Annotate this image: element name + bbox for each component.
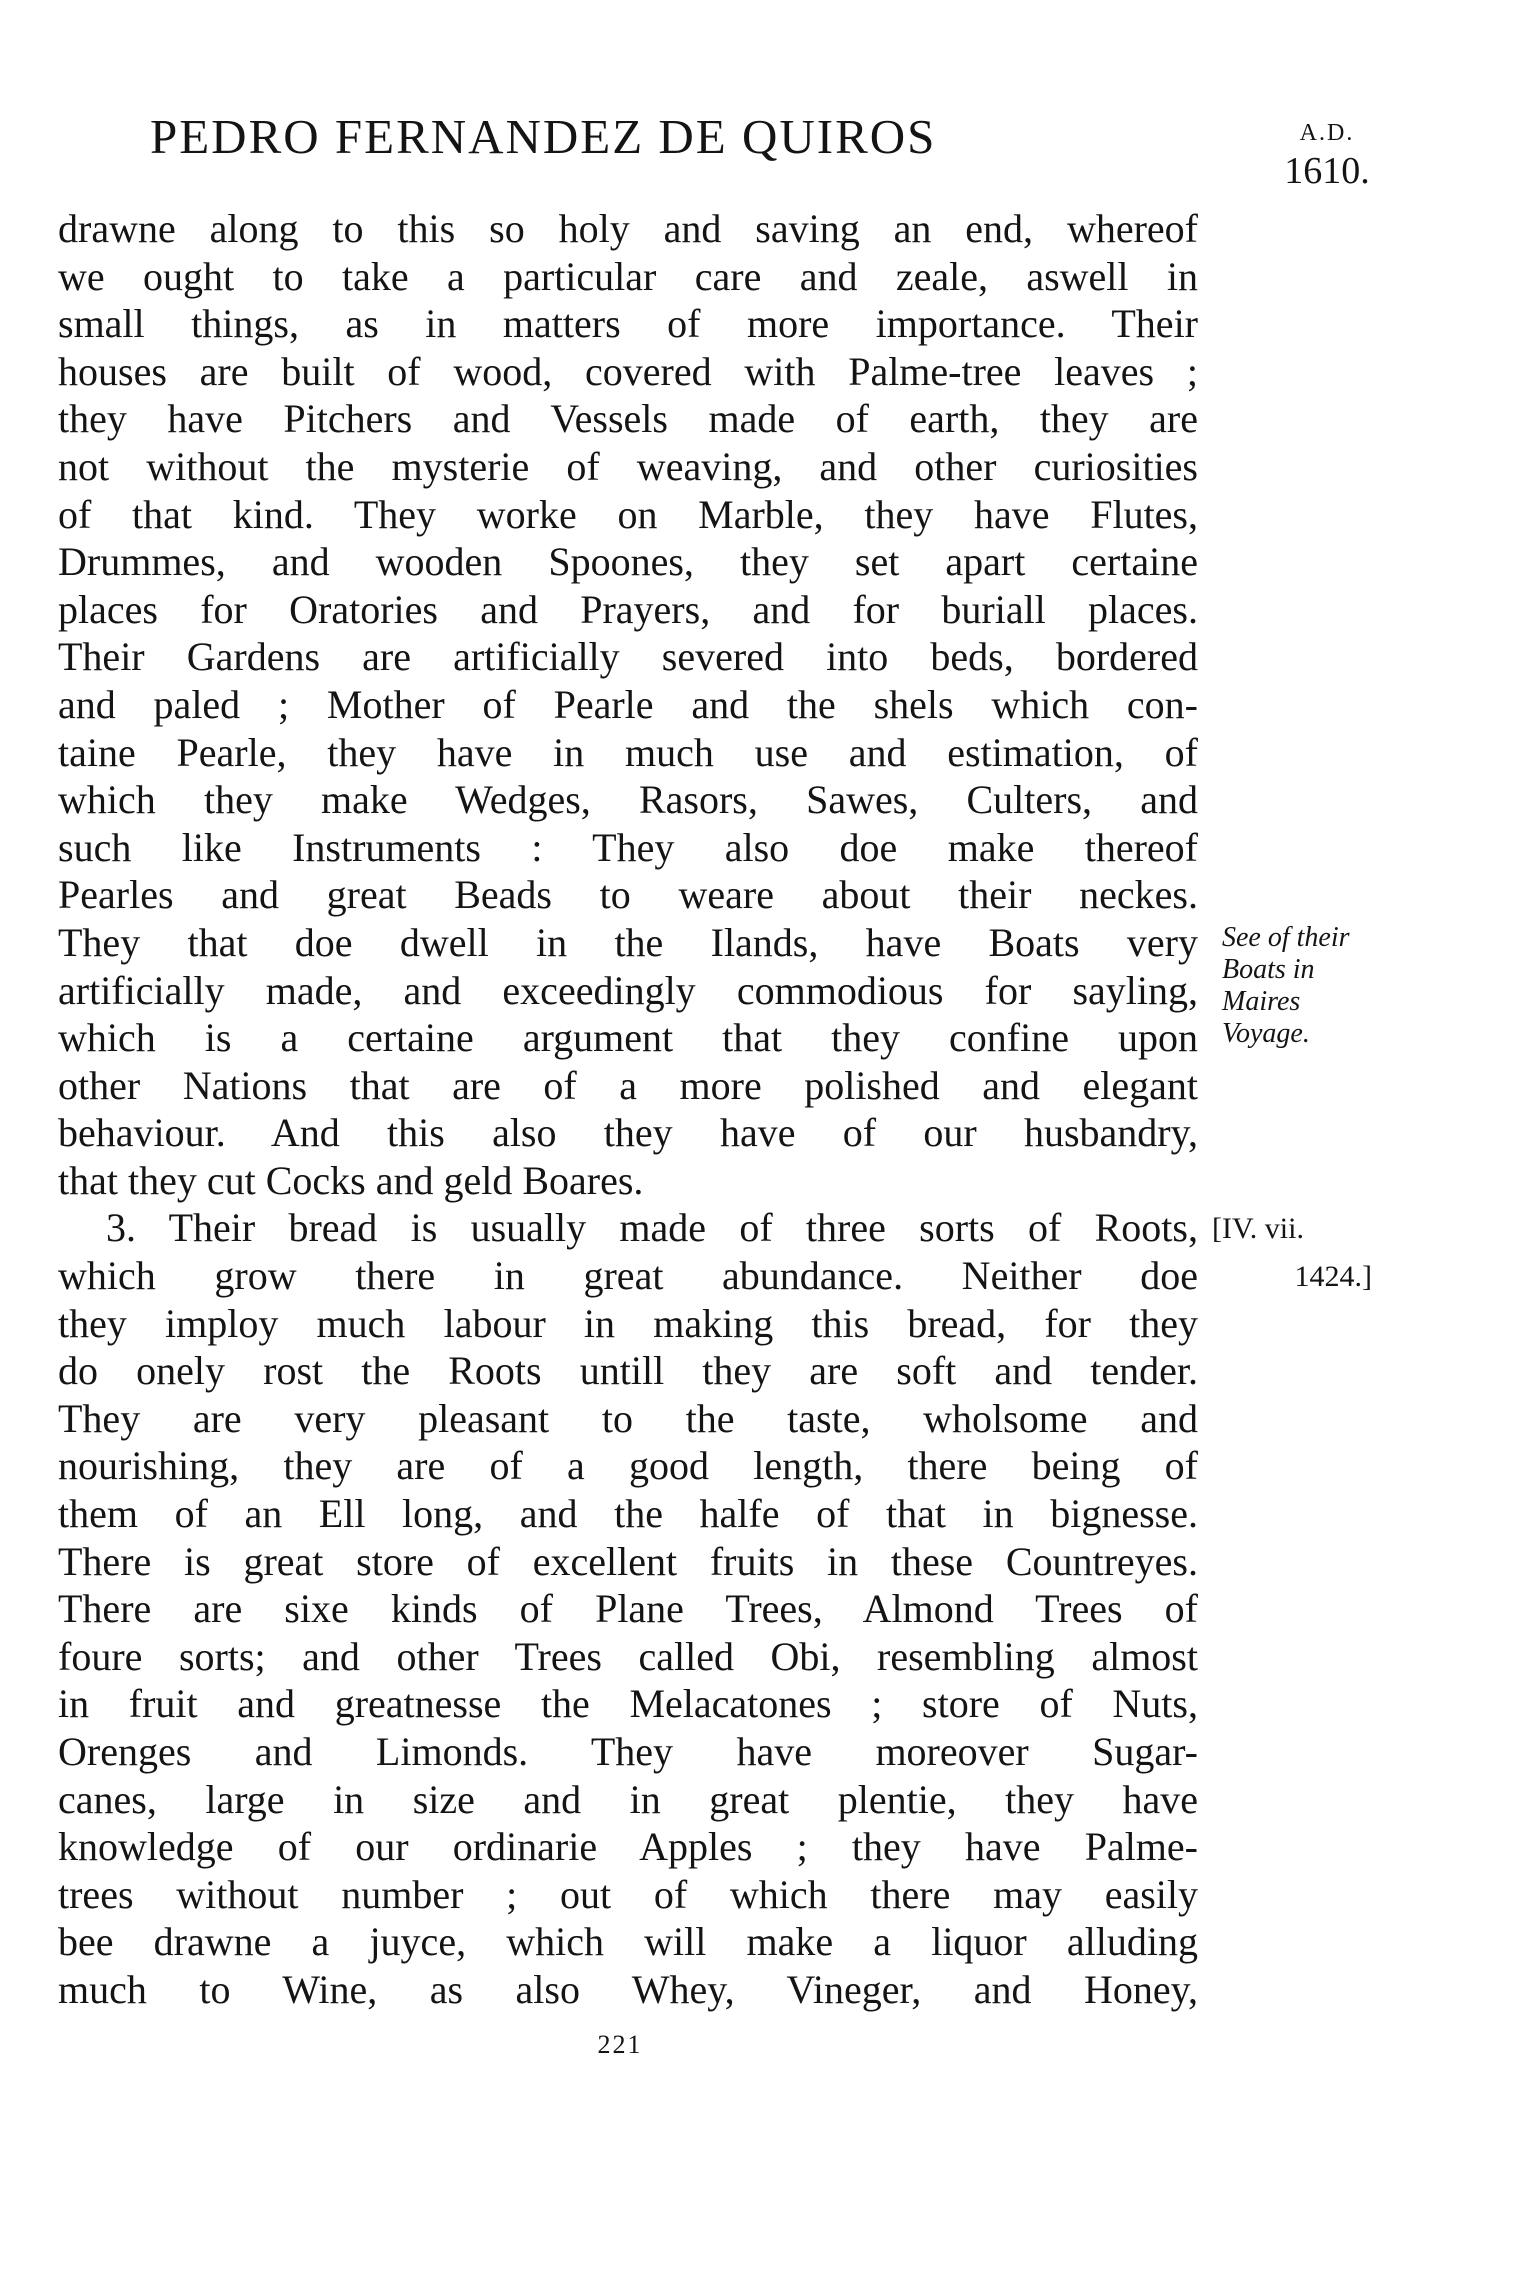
text-line: knowledge of our ordinarie Apples ; they have Palme-	[58, 1824, 1198, 1870]
page-number: 221	[597, 2030, 643, 2059]
text-line: they have Pitchers and Vessels made of earth, they are	[58, 396, 1198, 442]
text-line: Orenges and Limonds. They have moreover Sugar-	[58, 1729, 1198, 1774]
margin-reference	[1212, 1205, 1412, 1301]
reference-line: [IV. vii.	[1212, 1212, 1304, 1245]
text-line: behaviour. And this also they have of our husbandry,	[58, 1110, 1198, 1156]
year-marker	[1262, 120, 1392, 193]
text-line: much to Wine, as also Whey, Vineger, and Honey,	[58, 1966, 1198, 2012]
text-line: such like Instruments : They also doe make thereof	[58, 824, 1198, 870]
text-line: which they make Wedges, Rasors, Sawes, Culters, and	[58, 777, 1198, 823]
margin-sidenote	[1222, 922, 1402, 1050]
text-line: in fruit and greatnesse the Melacatones ; store of Nuts,	[58, 1681, 1198, 1727]
text-line: They are very pleasant to the taste, wholsome and	[58, 1395, 1198, 1441]
text-line: which is a certaine argument that they confine upon	[58, 1015, 1198, 1061]
year-era-label: A.D.	[1299, 120, 1355, 146]
text-line: them of an Ell long, and the halfe of that in bignesse.	[58, 1491, 1198, 1537]
text-line: other Nations that are of a more polished and elegant	[58, 1062, 1198, 1108]
sidenote-line: See of their	[1222, 922, 1350, 953]
text-line: taine Pearle, they have in much use and estimation, of	[58, 729, 1198, 775]
text-line: trees without number ; out of which there may easily	[58, 1871, 1198, 1917]
text-line: bee drawne a juyce, which will make a liquor alluding	[58, 1919, 1198, 1965]
text-line: and paled ; Mother of Pearle and the shels which con-	[58, 681, 1198, 727]
text-line: There is great store of excellent fruits in these Countreyes.	[58, 1538, 1198, 1584]
text-line: Drummes, and wooden Spoones, they set apart certaine	[58, 539, 1198, 585]
running-title: PEDRO FERNANDEZ DE QUIROS	[150, 109, 937, 164]
body-text	[58, 205, 1198, 2014]
text-line: drawne along to this so holy and saving an end, whereof	[58, 206, 1198, 251]
text-line: There are sixe kinds of Plane Trees, Almond Trees of	[58, 1586, 1198, 1632]
sidenote-line: Boats in	[1222, 954, 1315, 985]
text-line: houses are built of wood, covered with Palme-tree leaves ;	[58, 348, 1198, 394]
text-line: They that doe dwell in the Ilands, have Boats very	[58, 919, 1198, 965]
text-line: foure sorts; and other Trees called Obi, resembling almost	[58, 1633, 1198, 1679]
text-line: artificially made, and exceedingly commodious for sayling,	[58, 967, 1198, 1013]
text-line: nourishing, they are of a good length, there being of	[58, 1443, 1198, 1489]
text-line: canes, large in size and in great plentie, they have	[58, 1776, 1198, 1822]
sidenote-line: Voyage.	[1222, 1018, 1310, 1049]
text-line: 3. Their bread is usually made of three sorts of Roots,	[106, 1205, 1198, 1251]
text-line: Pearles and great Beads to weare about their neckes.	[58, 872, 1198, 918]
text-line: do onely rost the Roots untill they are soft and tender.	[58, 1348, 1198, 1394]
text-line: that they cut Cocks and geld Boares.	[58, 1157, 644, 1203]
text-line: small things, as in matters of more importance. Their	[58, 301, 1198, 347]
sidenote-line: Maires	[1222, 986, 1301, 1017]
text-line: which grow there in great abundance. Neither doe	[58, 1253, 1198, 1299]
text-line: we ought to take a particular care and zeale, aswell in	[58, 253, 1198, 299]
text-line: not without the mysterie of weaving, and other curiosities	[58, 443, 1198, 489]
text-line: Their Gardens are artificially severed into beds, bordered	[58, 634, 1198, 680]
text-line: they imploy much labour in making this bread, for they	[58, 1300, 1198, 1346]
year-number: 1610.	[1284, 150, 1370, 192]
reference-line: 1424.]	[1294, 1260, 1372, 1293]
text-line: places for Oratories and Prayers, and for buriall places.	[58, 586, 1198, 632]
text-line: of that kind. They worke on Marble, they have Flutes,	[58, 491, 1198, 537]
